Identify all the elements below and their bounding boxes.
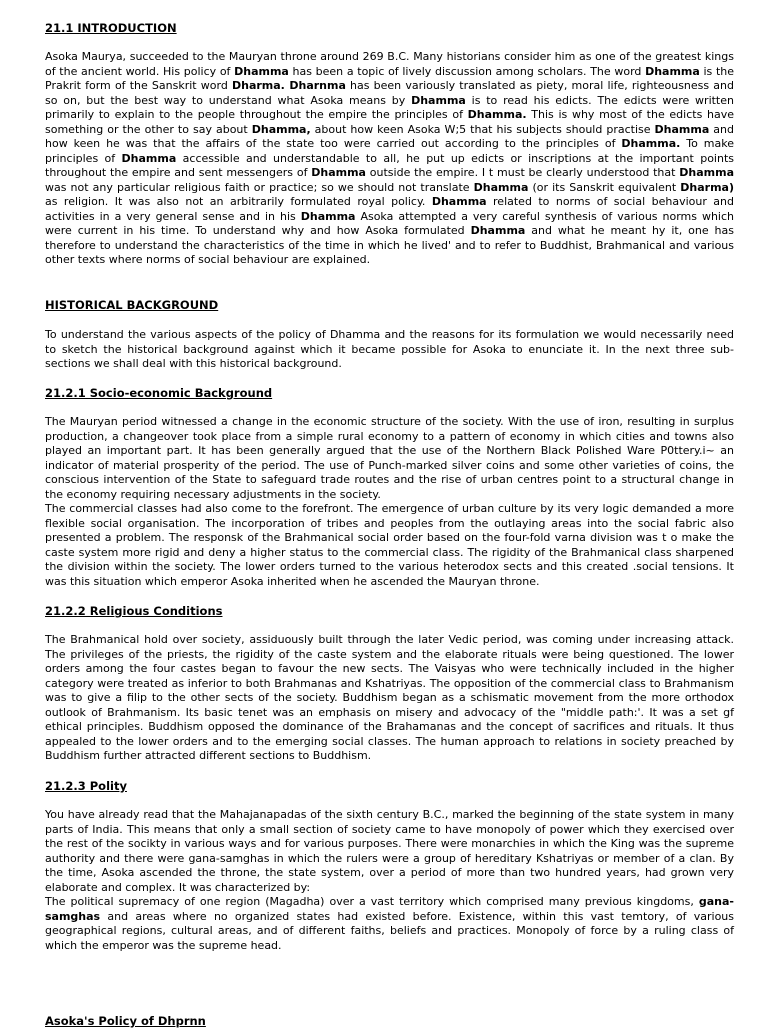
bold-term: Dhamma xyxy=(300,209,356,223)
introduction-paragraph xyxy=(45,50,734,268)
text-run: and areas where no organized states had existed before. Existence, within this vast temtory, of various geographical regions, cultural areas, and of different faiths, beliefs and practices. Monopoly of force by a ruling class of which the emperor was the supreme head. xyxy=(45,909,734,952)
section-heading-historical-background: HISTORICAL BACKGROUND xyxy=(45,298,219,312)
bold-term: Dhamma xyxy=(654,122,710,136)
religious-conditions-paragraph: The Brahmanical hold over society, assiduously built through the later Vedic period, was coming under increasing attack. The privileges of the priests, the rigidity of the caste system and the elaborate rituals were being questioned. The lower orders among the four castes began to favour the new sects. The Vaisyas who were technically included in the higher category were treated as inferior to both Brahmanas and Kshatriyas. The opposition of the commercial class to Brahmanism was to give a filip to the other sects of the society. Buddhism began as a schismatic movement from the more orthodox outlook of Brahmanism. Its basic tenet was an emphasis on misery and advocacy of the "middle path:'. It was a set gf ethical principles. Buddhism opposed the dominance of the Brahamanas and the concept of sacrifices and rituals. It thus appealed to the lower orders and to the emerging social classes. The human approach to relations in society preached by Buddhism further attracted different sections to Buddhism. xyxy=(45,633,734,762)
bold-term: Dhamma xyxy=(470,224,526,237)
bold-term: Dhamma xyxy=(473,180,529,194)
bold-term: Dhamma xyxy=(411,93,466,107)
text-run: and what he meant hy it, one has therefore to understand the characteristics of the time in which he lived' and to refer to Buddhist, Brahmanical and various other texts where norms of social behaviour are explained. xyxy=(45,224,734,266)
socio-economic-paragraph-2: The commercial classes had also come to the forefront. The emergence of urban culture by its very logic demanded a more flexible social organisation. The incorporation of tribes and peoples from the outlaying areas into the social fabric also presented a problem. The responsk of the Brahmanical social order based on the four-fold varna division was t o make the caste system more rigid and deny a higher status to the commercial class. The rigidity of the Brahmanical class sharpened the division within the society. The lower orders turned to the various heterodox sects and this created .social tensions. It was this situation which emperor Asoka inherited when he ascended the Mauryan throne. xyxy=(45,502,734,588)
socio-economic-paragraph-1: The Mauryan period witnessed a change in the economic structure of the society. With the use of iron, resulting in surplus production, a changeover took place from a simple rural economy to a pattern of economy in which cities and towns also played an important part. It has been generally argued that the use of the Northern Black Polished Ware P0ttery.i~ an indicator of material prosperity of the period. The use of Punch-marked silver coins and some other varieties of coins, the conscious intervention of the State to safeguard trade routes and the rise of urban centres point to a structural change in the economy requiring necessary adjustments in the society. xyxy=(45,415,734,501)
bold-term: Dhamma xyxy=(679,166,734,179)
text-run: To make principles of xyxy=(45,137,734,165)
bold-term: Dhamma xyxy=(645,64,700,78)
text-run: as religion. It was also not an arbitrarily formulated royal policy. xyxy=(45,195,432,208)
bold-term: Dhamma, xyxy=(251,122,311,136)
text-run: accessible and understandable to all, he put up edicts or inscriptions at the important points throughout the empire and sent messengers of xyxy=(45,151,734,179)
text-run: and how keen he was that the affairs of the state too were carried out according to the principles of xyxy=(45,122,734,150)
text-run: outside the empire. I t must be clearly understood that xyxy=(365,166,680,179)
text-run: This is why most of the edicts have something or the other to say about xyxy=(45,108,735,136)
bold-term: Dhamma. xyxy=(467,108,527,121)
section-heading-socio-economic: 21.2.1 Socio-economic Background xyxy=(45,386,273,400)
text-run: related to norms of social behaviour and activities in a very general sense and in his xyxy=(45,195,734,223)
bold-term: gana-samghas xyxy=(45,895,734,923)
section-heading-policy-of-dhamma: Asoka's Policy of Dhprnn xyxy=(45,1014,206,1028)
bold-term: Dhamma xyxy=(234,64,289,78)
bold-term: Dharma) xyxy=(680,180,735,194)
polity-paragraph-1: You have already read that the Mahajanapadas of the sixth century B.C., marked the beginning of the state system in many parts of India. This means that only a small section of society came to have monopoly of power which they exercised over the rest of the socikty in various ways and for various purposes. There were monarchies in which the King was the supreme authority and there were gana-samghas in which the rulers were a group of hereditary Kshatriyas or member of a clan. By the time, Asoka ascended the throne, the state system, over a period of more than two hundred years, had grown very elaborate and complex. It was characterized by: xyxy=(45,808,734,894)
section-heading-religious-conditions: 21.2.2 Religious Conditions xyxy=(45,604,223,618)
text-run: has been variously translated as piety, moral life, righteousness and so on, but the best way to understand what Asoka means by xyxy=(45,79,734,107)
text-run: about how keen Asoka W;5 that his subjects should practise xyxy=(310,122,655,136)
bold-term: Dharma. Dharnma xyxy=(231,79,346,92)
text-run: was not any particular religious faith or practice; so we should not translate xyxy=(45,180,474,194)
bold-term: Dhamma xyxy=(311,166,366,179)
bold-term: Dhamma xyxy=(431,195,487,208)
text-run: has been a topic of lively discussion among scholars. The word xyxy=(288,64,646,78)
bold-term: Dhamma xyxy=(121,151,177,165)
section-heading-polity: 21.2.3 Polity xyxy=(45,779,127,793)
historical-background-paragraph: To understand the various aspects of the policy of Dhamma and the reasons for its formulation we would necessarily need to sketch the historical background against which it became possible for Asoka to enunciate it. In the next three sub-sections we shall deal with this historical background. xyxy=(45,328,734,370)
text-run: is the Prakrit form of the Sanskrit word xyxy=(45,64,734,92)
text-run: The political supremacy of one region (Magadha) over a vast territory which comprised many previous kingdoms, xyxy=(45,895,699,908)
section-heading-introduction: 21.1 INTRODUCTION xyxy=(45,21,177,35)
text-run: is to read his edicts. The edicts were written primarily to explain to the people throughout the empire the principles of xyxy=(45,93,734,121)
polity-paragraph-2 xyxy=(45,895,734,953)
text-run: Asoka attempted a very careful synthesis of various norms which were current in his time. To understand why and how Asoka formulated xyxy=(45,209,734,237)
text-run: (or its Sanskrit equivalent xyxy=(528,180,681,194)
text-run: Asoka Maurya, succeeded to the Mauryan throne around 269 B.C. Many historians consider him as one of the greatest kings of the ancient world. His policy of xyxy=(45,50,734,78)
bold-term: Dhamma. xyxy=(621,137,681,150)
